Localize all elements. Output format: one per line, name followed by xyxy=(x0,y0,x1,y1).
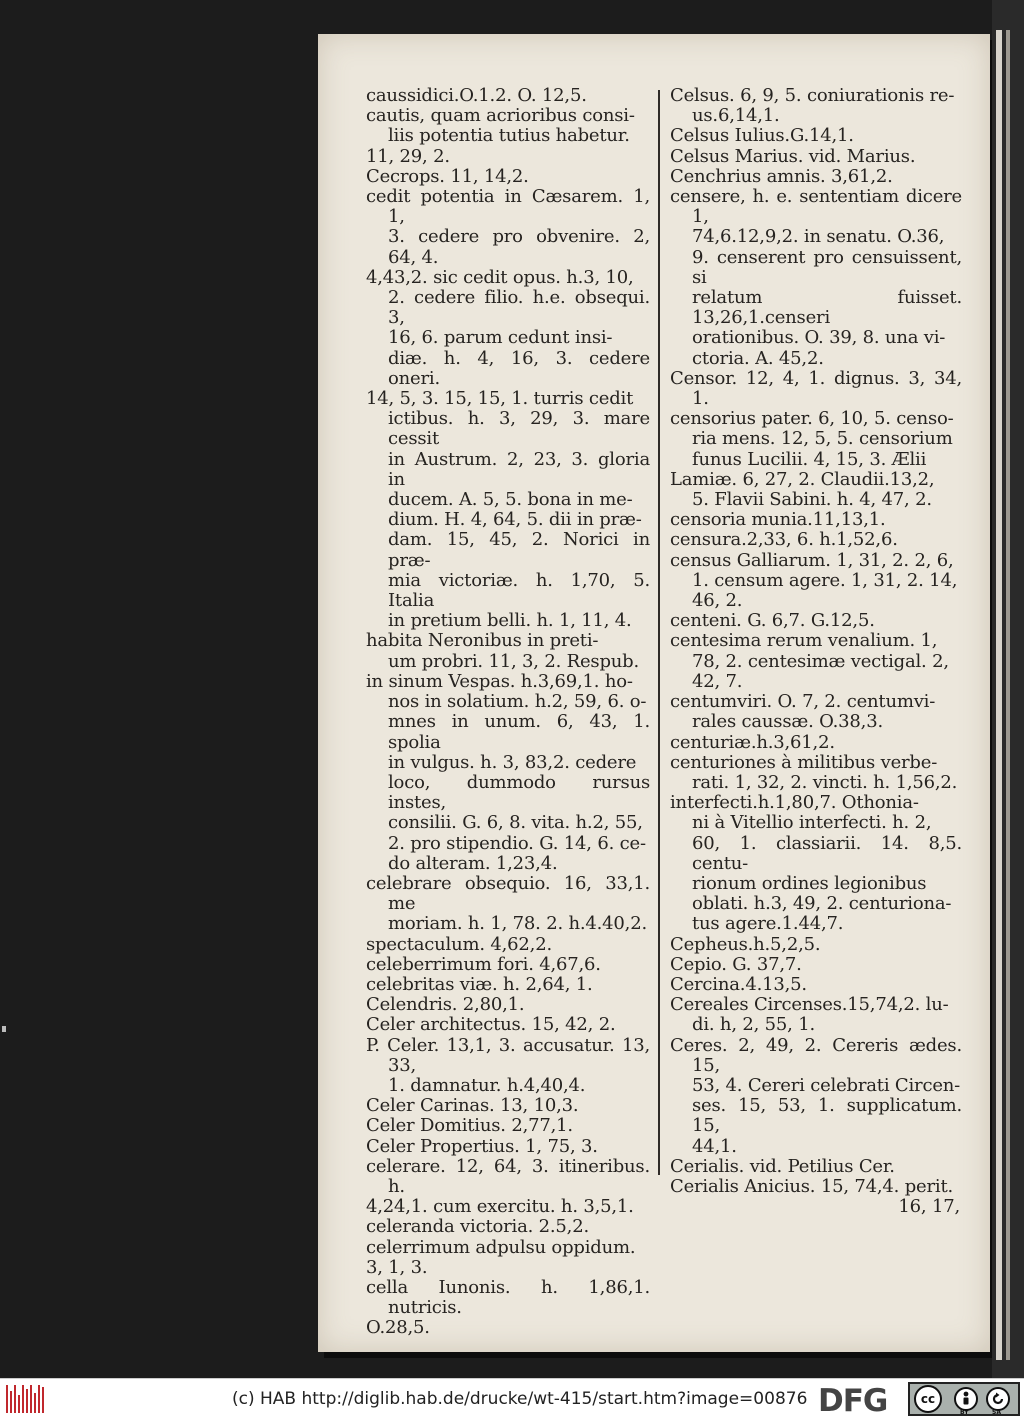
index-line: centuriones à militibus verbe- xyxy=(670,751,938,773)
index-line: do alteram. 1,23,4. xyxy=(388,852,558,874)
index-line: relatum fuisset. 13,26,1.censeri xyxy=(692,287,962,329)
index-line: 4,43,2. sic cedit opus. h.3, 10, xyxy=(366,266,634,288)
index-line: Celer architectus. 15, 42, 2. xyxy=(366,1014,616,1036)
index-line: 1. damnatur. h.4,40,4. xyxy=(388,1074,586,1096)
index-line: Celsus. 6, 9, 5. coniurationis re- xyxy=(670,85,955,106)
footer-bar xyxy=(0,1378,1024,1419)
person-icon xyxy=(954,1387,978,1411)
index-line: censere, h. e. sententiam dicere 1, xyxy=(670,186,962,228)
index-line: 5. Flavii Sabini. h. 4, 47, 2. xyxy=(692,489,932,511)
index-line: rales caussæ. O.38,3. xyxy=(692,711,883,733)
index-line: rionum ordines legionibus xyxy=(692,872,927,894)
index-line: tus agere.1.44,7. xyxy=(692,913,844,935)
index-line: Celer Carinas. 13, 10,3. xyxy=(366,1095,579,1117)
index-line: 42, 7. xyxy=(692,670,743,692)
sa-label: SA xyxy=(992,1409,1001,1416)
index-line: spectaculum. 4,62,2. xyxy=(366,933,552,955)
index-line: Lamiæ. 6, 27, 2. Claudii.13,2, xyxy=(670,468,935,490)
index-line: 16, 17, xyxy=(898,1196,960,1218)
index-line: 9. censerent pro censuissent, si xyxy=(692,246,962,288)
index-line: 16, 6. parum cedunt insi- xyxy=(388,327,613,349)
index-line: dam. 15, 45, 2. Norici in præ- xyxy=(388,529,650,571)
index-line: centumviri. O. 7, 2. centumvi- xyxy=(670,691,936,713)
index-column-left xyxy=(366,86,650,1339)
index-line: censoria munia.11,13,1. xyxy=(670,509,886,531)
index-line: 2. pro stipendio. G. 14, 6. ce- xyxy=(388,832,646,854)
index-line: ctoria. A. 45,2. xyxy=(692,347,824,369)
index-line: centuriæ.h.3,61,2. xyxy=(670,731,835,753)
index-line: cella Iunonis. h. 1,86,1. nutricis. xyxy=(366,1276,650,1319)
index-line: 3, 1, 3. xyxy=(366,1256,428,1278)
index-line: ses. 15, 53, 1. supplicatum. 15, xyxy=(692,1095,962,1137)
index-line: dium. H. 4, 64, 5. dii in præ- xyxy=(388,509,642,531)
cc-icon: cc xyxy=(914,1385,942,1413)
index-line: centeni. G. 6,7. G.12,5. xyxy=(670,610,875,632)
index-line: habita Neronibus in preti- xyxy=(366,630,599,652)
index-line: celebrare obsequio. 16, 33,1. me xyxy=(366,872,650,915)
share-alike-icon xyxy=(986,1387,1010,1411)
index-line: consilii. G. 6, 8. vita. h.2, 55, xyxy=(388,812,643,834)
index-line: Celsus Iulius.G.14,1. xyxy=(670,125,854,147)
index-line: Cerialis Anicius. 15, 74,4. perit. xyxy=(670,1175,954,1197)
index-line: Cepheus.h.5,2,5. xyxy=(670,933,821,955)
index-line: 44,1. xyxy=(692,1135,737,1157)
index-line: celebritas viæ. h. 2,64, 1. xyxy=(366,973,593,995)
index-line: 4,24,1. cum exercitu. h. 3,5,1. xyxy=(366,1196,634,1218)
index-line: caussidici.O.1.2. O. 12,5. xyxy=(366,85,587,106)
index-line: mia victoriæ. h. 1,70, 5. Italia xyxy=(388,569,650,612)
index-line: Cecrops. 11, 14,2. xyxy=(366,165,529,187)
page-edge xyxy=(1006,30,1010,1360)
index-line: 46, 2. xyxy=(692,590,743,612)
index-line: 11, 29, 2. xyxy=(366,145,450,167)
index-line: 14, 5, 3. 15, 15, 1. turris cedit xyxy=(366,388,634,410)
index-line: 3. cedere pro obvenire. 2, 64, 4. xyxy=(388,226,650,268)
index-line: ria mens. 12, 5, 5. censorium xyxy=(692,428,953,450)
index-line: Cereales Circenses.15,74,2. lu- xyxy=(670,994,949,1016)
index-line: diæ. h. 4, 16, 3. cedere oneri. xyxy=(388,347,650,389)
index-line: O.28,5. xyxy=(366,1317,430,1339)
index-line: um probri. 11, 3, 2. Respub. xyxy=(388,650,640,672)
index-line: census Galliarum. 1, 31, 2. 2, 6, xyxy=(670,549,954,571)
index-line: rati. 1, 32, 2. vincti. h. 1,56,2. xyxy=(692,771,958,793)
index-line: Ceres. 2, 49, 2. Cereris ædes. 15, xyxy=(670,1034,962,1076)
hab-barcode-logo xyxy=(6,1385,46,1413)
index-line: oblati. h.3, 49, 2. centuriona- xyxy=(692,893,952,915)
index-line: in vulgus. h. 3, 83,2. cedere xyxy=(388,751,637,773)
next-page-edge xyxy=(992,0,1024,1378)
index-line: Cenchrius amnis. 3,61,2. xyxy=(670,165,893,187)
index-line: celeranda victoria. 2.5,2. xyxy=(366,1216,589,1238)
index-line: ni à Vitellio interfecti. h. 2, xyxy=(692,812,932,834)
index-line: Celendris. 2,80,1. xyxy=(366,994,525,1016)
index-line: interfecti.h.1,80,7. Othonia- xyxy=(670,792,919,814)
index-line: celerare. 12, 64, 3. itineribus. h. xyxy=(366,1155,650,1197)
index-column-right xyxy=(670,86,962,1217)
index-line: in pretium belli. h. 1, 11, 4. xyxy=(388,610,632,632)
index-line: Cepio. G. 37,7. xyxy=(670,953,802,975)
index-line: 78, 2. centesimæ vectigal. 2, xyxy=(692,650,949,672)
by-label: BY xyxy=(960,1409,969,1416)
index-line: us.6,14,1. xyxy=(692,105,780,127)
index-line: censura.2,33, 6. h.1,52,6. xyxy=(670,529,898,551)
index-line: 60, 1. classiarii. 14. 8,5. centu- xyxy=(692,832,962,874)
index-line: celerrimum adpulsu oppidum. xyxy=(366,1236,636,1258)
index-line: di. h, 2, 55, 1. xyxy=(692,1014,815,1036)
index-line: Censor. 12, 4, 1. dignus. 3, 34, 1. xyxy=(670,367,962,410)
index-line: 53, 4. Cereri celebrati Circen- xyxy=(692,1074,961,1096)
index-line: ducem. A. 5, 5. bona in me- xyxy=(388,489,633,511)
index-line: ictibus. h. 3, 29, 3. mare cessit xyxy=(388,408,650,450)
index-line: Cerialis. vid. Petilius Cer. xyxy=(670,1155,895,1177)
index-line: cautis, quam acrioribus consi- xyxy=(366,105,635,127)
index-line: Celer Propertius. 1, 75, 3. xyxy=(366,1135,598,1157)
index-line: loco, dummodo rursus instes, xyxy=(388,771,650,814)
index-line: celeberrimum fori. 4,67,6. xyxy=(366,953,601,975)
page-edge xyxy=(996,30,1002,1360)
scanned-page xyxy=(318,34,990,1352)
index-line: 1. censum agere. 1, 31, 2. 14, xyxy=(692,569,958,591)
index-line: Celer Domitius. 2,77,1. xyxy=(366,1115,573,1137)
index-line: 74,6.12,9,2. in senatu. O.36, xyxy=(692,226,945,248)
index-line: cedit potentia in Cæsarem. 1, 1, xyxy=(366,186,650,228)
index-line: P. Celer. 13,1, 3. accusatur. 13, 33, xyxy=(366,1034,650,1076)
index-line: moriam. h. 1, 78. 2. h.4.40,2. xyxy=(388,913,647,935)
copyright-url-text: (c) HAB http://diglib.hab.de/drucke/wt-415/start.htm?image=00876 xyxy=(232,1389,808,1409)
index-line: orationibus. O. 39, 8. una vi- xyxy=(692,327,946,349)
index-line: in Austrum. 2, 23, 3. gloria in xyxy=(388,448,650,490)
index-line: centesima rerum venalium. 1, xyxy=(670,630,938,652)
index-line: censorius pater. 6, 10, 5. censo- xyxy=(670,408,954,430)
cc-license-badge[interactable] xyxy=(908,1382,1020,1416)
index-line: liis potentia tutius habetur. xyxy=(388,125,630,147)
index-line: Celsus Marius. vid. Marius. xyxy=(670,145,916,167)
column-divider xyxy=(658,90,660,1175)
index-line: in sinum Vespas. h.3,69,1. ho- xyxy=(366,670,633,692)
index-line: funus Lucilii. 4, 15, 3. Ælii xyxy=(692,448,927,470)
scan-mark xyxy=(2,1026,6,1032)
dfg-logo: DFG xyxy=(818,1383,888,1419)
index-line: nos in solatium. h.2, 59, 6. o- xyxy=(388,691,647,713)
index-line: mnes in unum. 6, 43, 1. spolia xyxy=(388,711,650,753)
index-line: Cercina.4.13,5. xyxy=(670,973,807,995)
index-line: 2. cedere filio. h.e. obsequi. 3, xyxy=(388,287,650,329)
